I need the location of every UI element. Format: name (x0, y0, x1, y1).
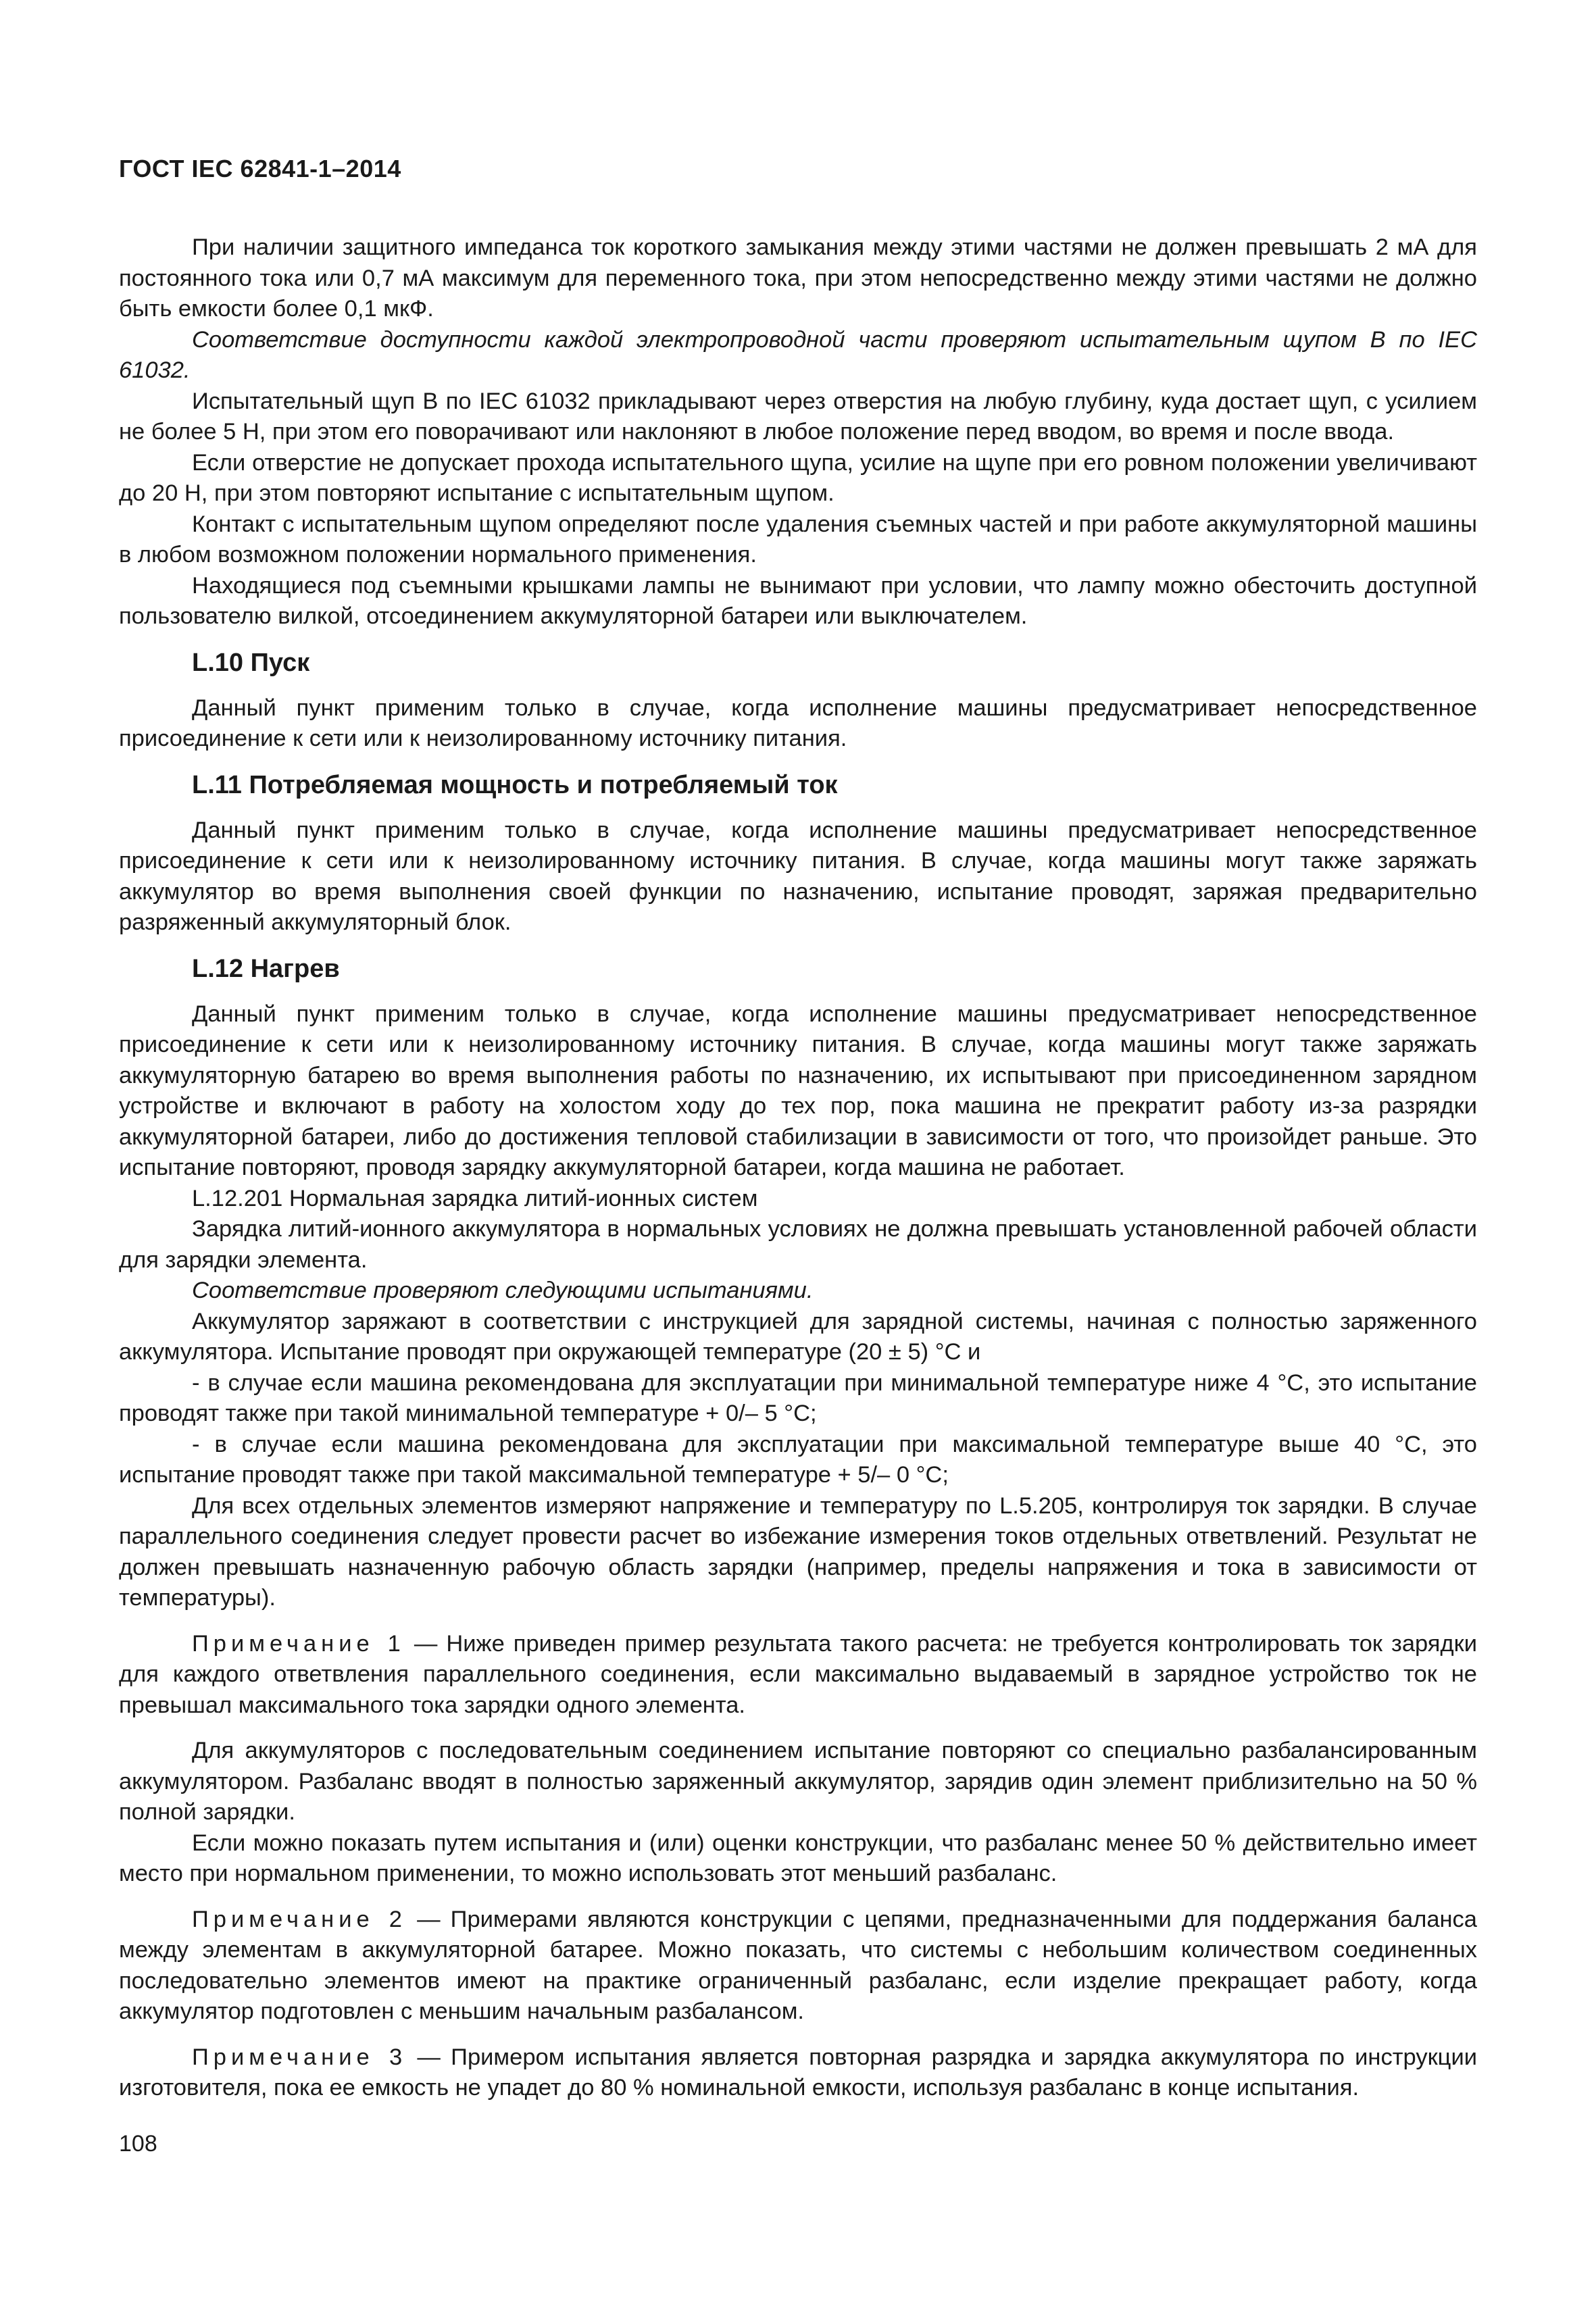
paragraph-charging-procedure: Аккумулятор заряжают в соответствии с инструкцией для зарядной системы, начиная с полностью заряженного аккумулятора. Испытание проводят при окружающей температуре (20 ± 5) °С и (119, 1308, 1477, 1365)
document-code-header: ГОСТ IEC 62841-1–2014 (119, 155, 401, 182)
paragraph-unbalanced-test: Для аккумуляторов с последовательным соединением испытание повторяют со специально разбалансированным аккумулятором. Разбаланс вводят в полностью заряженный аккумулятор, зарядив один элемент приблизительно на 50 % полной зарядки. (119, 1738, 1477, 1825)
note-1-text: — Ниже приведен пример результата такого расчета: не требуется контролировать ток зарядки для каждого ответвления параллельного соединения, если максимально выдаваемый в зарядное устройство ток не превышал максимального тока зарядки одного элемента. (119, 1630, 1477, 1718)
section-heading-l12: L.12 Нагрев (192, 954, 340, 983)
section-heading-l11: L.11 Потребляемая мощность и потребляемый ток (192, 770, 838, 799)
paragraph-compliance-tests: Соответствие проверяют следующими испытаниями. (192, 1278, 814, 1303)
spacer (119, 1890, 1477, 1905)
paragraph-protective-impedance: При наличии защитного импеданса ток короткого замыкания между этими частями не должен превышать 2 мА для постоянного тока или 0,7 мА максимум для переменного тока, при этом непосредственно между этими частями не должно быть емкости более 0,1 мкФ. (119, 234, 1477, 322)
note-2-text: — Примерами являются конструкции с цепями, предназначенными для поддержания баланса между элементам в аккумуляторной батарее. Можно показать, что системы с небольшим количеством соединенных последовательно элементов имеют на практике ограниченный разбаланс, если изделие прекращает работу, когда аккумулятор подготовлен с меньшим начальным разбалансом. (119, 1906, 1477, 2024)
paragraph-probe-contact: Контакт с испытательным щупом определяют после удаления съемных частей и при работе аккумуляторной машины в любом возможном положении нормального применения. (119, 511, 1477, 568)
list-item-min-temperature: - в случае если машина рекомендована для эксплуатации при минимальной температуре ниже 4 °С, это испытание проводят также при такой минимальной температуре + 0/– 5 °С; (119, 1369, 1477, 1426)
paragraph-probe-force: Если отверстие не допускает прохода испытательного щупа, усилие на щупе при его ровном положении увеличивают до 20 Н, при этом повторяют испытание с испытательным щупом. (119, 449, 1477, 506)
paragraph-cell-measurement: Для всех отдельных элементов измеряют напряжение и температуру по L.5.205, контролируя ток зарядки. В случае параллельного соединения следует провести расчет во избежание измерения токов отдельных ответвлений. Результат не должен превышать назначенную рабочую область зарядки (например, пределы напряжения и тока в зависимости от температуры). (119, 1492, 1477, 1611)
paragraph-l12-heating: Данный пункт применим только в случае, когда исполнение машины предусматривает непосредственное присоединение к сети или к неизолированному источнику питания. В случае, когда машины могут также заряжать аккумуляторную батарею во время выполнения работы по назначению, их испытывают при присоединенном зарядном устройстве и включают в работу на холостом ходу до тех пор, пока машина не прекратит работу из-за разрядки аккумуляторной батареи, либо до достижения тепловой стабилизации в зависимости от того, что произойдет раньше. Это испытание повторяют, проводя зарядку аккумуляторной батареи, когда машина не работает. (119, 1001, 1477, 1180)
spacer (119, 1721, 1477, 1736)
document-body (119, 232, 1477, 2104)
note-1 (119, 1629, 1477, 1721)
note-3 (119, 2042, 1477, 2104)
paragraph-smaller-unbalance: Если можно показать путем испытания и (или) оценки конструкции, что разбаланс менее 50 % действительно имеет место при нормальном применении, то можно использовать этот меньший разбаланс. (119, 1830, 1477, 1886)
paragraph-l10-start: Данный пункт применим только в случае, когда исполнение машины предусматривает непосредственное присоединение к сети или к неизолированному источнику питания. (119, 695, 1477, 751)
spacer (119, 2028, 1477, 2042)
spacer (119, 1614, 1477, 1629)
note-1-label: Примечание 1 (192, 1630, 405, 1657)
subsection-heading-l12-201: L.12.201 Нормальная зарядка литий-ионных систем (192, 1185, 758, 1211)
section-heading-l10: L.10 Пуск (192, 648, 310, 677)
paragraph-lamps: Находящиеся под съемными крышками лампы не вынимают при условии, что лампу можно обесточить доступной пользователю вилкой, отсоединением аккумуляторной батареи или выключателем. (119, 572, 1477, 629)
paragraph-test-probe: Испытательный щуп B по IEC 61032 прикладывают через отверстия на любую глубину, куда достает щуп, с усилием не более 5 Н, при этом его поворачивают или наклоняют в любое положение перед вводом, во время и после ввода. (119, 388, 1477, 445)
page-number: 108 (119, 2131, 157, 2157)
list-item-max-temperature: - в случае если машина рекомендована для эксплуатации при максимальной температуре выше 40 °С, это испытание проводят также при такой максимальной температуре + 5/– 0 °С; (119, 1431, 1477, 1488)
paragraph-compliance-check: Соответствие доступности каждой электропроводной части проверяют испытательным щупом B по IEC 61032. (119, 326, 1477, 383)
paragraph-l11-power: Данный пункт применим только в случае, когда исполнение машины предусматривает непосредственное присоединение к сети или к неизолированному источнику питания. В случае, когда машины могут также заряжать аккумулятор во время выполнения своей функции по назначению, испытание проводят, заряжая предварительно разряженный аккумуляторный блок. (119, 817, 1477, 935)
note-2-label: Примечание 2 (192, 1906, 407, 1932)
note-3-text: — Примером испытания является повторная разрядка и зарядка аккумулятора по инструкции изготовителя, пока ее емкость не упадет до 80 % номинальной емкости, используя разбаланс в конце испытания. (119, 2044, 1477, 2101)
paragraph-li-ion-charging: Зарядка литий-ионного аккумулятора в нормальных условиях не должна превышать установленной рабочей области для зарядки элемента. (119, 1216, 1477, 1273)
note-2 (119, 1905, 1477, 2028)
note-3-label: Примечание 3 (192, 2044, 407, 2070)
